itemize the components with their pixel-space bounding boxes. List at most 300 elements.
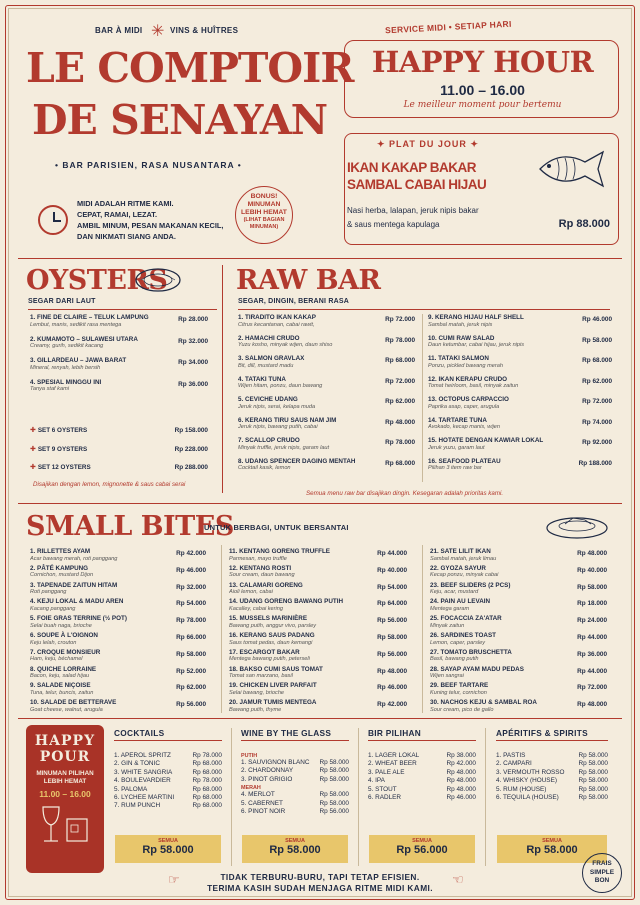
menu-item	[238, 396, 415, 411]
drink-item	[114, 769, 222, 777]
restaurant-title-line2: DE SENAYAN	[32, 96, 328, 144]
divider	[422, 314, 423, 482]
footer-line1: TIDAK TERBURU-BURU, TAPI TETAP EFISIEN.	[220, 872, 420, 882]
drink-name: 1. PASTIS	[496, 752, 526, 759]
drink-price: Rp 68.000	[192, 802, 222, 810]
menu-item-desc: Sambal matah, jeruk limau	[430, 555, 497, 562]
divider	[221, 545, 222, 713]
menu-item	[238, 314, 415, 329]
menu-item-price: Rp 44.000	[577, 667, 607, 675]
menu-item-desc: Kecap ponzu, minyak cabai	[430, 572, 499, 579]
fish-icon	[535, 144, 610, 194]
drink-item	[114, 777, 222, 785]
menu-item-name: 11. TATAKI SALMON	[428, 355, 489, 362]
plat-label: ✦ PLAT DU JOUR ✦	[377, 139, 479, 149]
menu-item	[30, 632, 206, 647]
menu-item-desc: Cocktail kasik, lemon	[238, 465, 291, 471]
drink-price: Rp 46.000	[446, 793, 476, 801]
drink-price: Rp 78.000	[192, 777, 222, 785]
menu-item-desc: Basil, bawang putih	[430, 656, 479, 663]
menu-item-name: 15. HOTATE DENGAN KAWIAR LOKAL	[428, 437, 544, 444]
menu-item	[430, 699, 607, 714]
menu-item-desc: Bit, dill, mustard madu	[238, 362, 294, 369]
oyster-set	[30, 446, 208, 454]
menu-item	[428, 458, 612, 473]
menu-item-desc: Keju, acar, mustard	[430, 589, 479, 596]
oyster-set-price: Rp 158.000	[174, 427, 208, 434]
menu-item-desc: Bacon, keju, salad hijau	[30, 673, 90, 680]
sun-icon: ✳	[151, 23, 165, 40]
menu-item	[30, 548, 206, 563]
stamp-line: BON	[594, 877, 610, 884]
menu-item	[229, 682, 407, 697]
menu-item-name: 21. SATE LILIT IKAN	[430, 548, 491, 555]
menu-item	[30, 649, 206, 664]
oysters-note: Disajikan dengan lemon, mignonette & saus cabai serai	[33, 481, 186, 488]
menu-item	[229, 649, 407, 664]
menu-item-price: Rp 68.000	[385, 357, 415, 364]
drink-price: Rp 58.000	[578, 768, 608, 776]
menu-item	[430, 649, 607, 664]
plat-du-jour-box	[344, 133, 619, 245]
footer-line2: TERIMA KASIH SUDAH MENJAGA RITME MIDI KAMI.	[207, 883, 433, 893]
menu-item-desc: Acar bawang merah, roti panggang	[30, 555, 118, 562]
menu-item	[30, 314, 208, 329]
intro-text	[77, 198, 223, 242]
menu-item-name: 4. KEJU LOKAL & MADU AREN	[30, 598, 124, 606]
menu-item-desc: Aioli lemon, cabai	[229, 589, 273, 596]
drink-item	[496, 777, 608, 785]
drink-name: 7. RUM PUNCH	[114, 802, 161, 810]
menu-item-name: 16. KERANG SAUS PADANG	[229, 632, 315, 639]
plat-name-line1: IKAN KAKAP BAKAR	[347, 160, 477, 175]
drink-item	[368, 794, 476, 802]
bonus-badge	[235, 186, 293, 244]
menu-item-name: 9. SALADE NIÇOISE	[30, 682, 91, 690]
drink-price: Rp 58.000	[578, 785, 608, 793]
menu-item-name: 1. RILLETTES AYAM	[30, 548, 91, 555]
drink-name: 3. PINOT GRIGIO	[241, 775, 293, 783]
menu-item	[238, 437, 415, 452]
header-top-left: BAR À MIDI	[95, 26, 143, 35]
menu-item	[430, 565, 607, 580]
drink-price: Rp 68.000	[192, 760, 222, 768]
menu-item-desc: Bawang putih, anggur vivo, parsley	[229, 622, 317, 629]
menu-item-price: Rp 56.000	[176, 701, 206, 709]
flat-price-label: SEMUA	[285, 838, 305, 844]
menu-item-desc: Cornichon, mustard Dijon	[30, 572, 94, 579]
menu-item-desc: Tuna, telur, buncis, zaitun	[30, 689, 94, 696]
raw-bar-note: Semua menu raw bar disajikan dingin. Kesegaran adalah prioritas kami.	[306, 490, 504, 497]
drink-flat-price	[242, 835, 348, 863]
intro-line: MIDI ADALAH RITME KAMI.	[77, 199, 174, 208]
menu-item-price: Rp 54.000	[377, 583, 407, 591]
drink-item	[368, 777, 476, 785]
drink-name: 4. WHISKY (HOUSE)	[496, 777, 557, 785]
drink-name: 2. CHARDONNAY	[241, 767, 294, 775]
menu-item-desc: Minyak truffle, jeruk nipis, garam laut	[238, 444, 330, 451]
stamp-line: SIMPLE	[589, 868, 615, 876]
badge-line: MINUMAN)	[249, 223, 279, 230]
menu-item	[238, 458, 415, 473]
menu-item-name: 20. JAMUR TUMIS MENTEGA	[229, 699, 317, 707]
menu-item	[238, 417, 415, 432]
drink-price: Rp 78.000	[192, 752, 222, 759]
menu-item	[30, 615, 206, 630]
menu-item-price: Rp 24.000	[577, 617, 607, 625]
menu-item	[30, 666, 206, 681]
drink-item	[114, 794, 222, 802]
drink-price: Rp 58.000	[578, 752, 608, 759]
menu-item-name: 14. TARTARE TUNA	[428, 416, 487, 424]
menu-item-price: Rp 92.000	[582, 439, 612, 446]
menu-item-name: 18. BAKSO CUMI SAUS TOMAT	[229, 665, 323, 673]
plus-icon: ✚	[30, 445, 38, 453]
menu-item-name: 1. TIRADITO IKAN KAKAP	[238, 314, 316, 321]
drink-name: 6. LYCHEE MARTINI	[114, 793, 175, 801]
drink-item	[241, 776, 349, 784]
divider	[28, 309, 217, 310]
drink-name: 4. IPA	[368, 777, 385, 785]
menu-item	[430, 598, 607, 613]
drink-name: 6. RADLER	[368, 793, 402, 801]
intro-line: DAN NIKMATI SIANG ANDA.	[77, 232, 176, 241]
happy-hour-time: 11.00 – 16.00	[440, 82, 525, 98]
menu-item-name: 4. SPESIAL MINGGU INI	[30, 378, 102, 386]
menu-item-name: 7. SCALLOP CRUDO	[238, 437, 300, 444]
raw-bar-subtitle: SEGAR, DINGIN, BERANI RASA	[238, 298, 349, 305]
menu-item-price: Rp 40.000	[377, 566, 407, 574]
menu-item-name: 4. TATAKI TUNA	[238, 375, 286, 383]
restaurant-title-line1: LE COMPTOIR	[26, 44, 354, 92]
menu-item	[229, 582, 407, 597]
menu-item	[430, 682, 607, 697]
menu-item	[229, 666, 407, 681]
header-top-right: VINS & HUÎTRES	[170, 26, 239, 35]
drink-price: Rp 58.000	[319, 767, 349, 775]
glasses-icon	[33, 803, 97, 849]
plus-icon: ✚	[30, 464, 38, 471]
menu-item	[430, 632, 607, 647]
menu-item-price: Rp 72.000	[577, 684, 607, 692]
menu-item-name: 16. SEAFOOD PLATEAU	[428, 457, 501, 465]
flat-price-value: Rp 58.000	[526, 844, 578, 856]
drink-price: Rp 58.000	[319, 799, 349, 807]
menu-item-desc: Parmesan, mayo truffle	[229, 555, 287, 562]
menu-item-desc: Ponzu, pickled bawang merah	[428, 362, 503, 369]
menu-item-price: Rp 188.000	[578, 459, 612, 467]
menu-item-desc: Mineral, renyah, lebih bersih	[30, 364, 101, 371]
drink-item	[496, 794, 608, 802]
drink-price: Rp 58.000	[578, 760, 608, 768]
menu-item-price: Rp 72.000	[582, 398, 612, 405]
drink-price: Rp 48.000	[446, 777, 476, 785]
menu-item	[229, 632, 407, 647]
drink-price: Rp 58.000	[578, 777, 608, 785]
drink-item	[496, 769, 608, 777]
drink-name: 5. CABERNET	[241, 799, 283, 807]
stamp-line: FRAIS	[592, 860, 612, 867]
menu-item-desc: Minyak zaitun	[430, 622, 465, 629]
menu-item-name: 25. FOCACCIA ZA'ATAR	[430, 615, 502, 623]
menu-item-desc: Yuzu kosho, minyak wijen, daun shiso	[238, 342, 333, 348]
menu-item-price: Rp 42.000	[176, 550, 206, 557]
menu-item	[428, 417, 612, 432]
menu-item-price: Rp 64.000	[377, 600, 407, 608]
menu-item-price: Rp 78.000	[176, 617, 206, 625]
menu-item	[30, 336, 208, 351]
menu-item-name: 12. IKAN KERAPU CRUDO	[428, 375, 508, 383]
oyster-set-price: Rp 228.000	[174, 445, 208, 453]
tagline-text: BAR PARISIEN, RASA NUSANTARA	[62, 160, 235, 170]
menu-item	[30, 598, 206, 613]
menu-item-name: 6. SOUPE À L'OIGNON	[30, 632, 98, 639]
menu-item-name: 8. QUICHE LORRAINE	[30, 665, 97, 673]
flat-price-value: Rp 58.000	[142, 844, 194, 856]
menu-item-price: Rp 44.000	[577, 634, 607, 641]
menu-item	[238, 376, 415, 391]
happy-pour-title2: POUR	[39, 749, 91, 765]
menu-item-name: 5. CEVICHE UDANG	[238, 396, 298, 403]
menu-item	[430, 615, 607, 630]
drink-category-header: BIR PILIHAN	[368, 728, 476, 741]
menu-item-desc: Tomat heirloom, basil, minyak zaitun	[428, 383, 519, 389]
menu-item-desc: Jeruk yuzu, garam laut	[428, 444, 485, 451]
menu-item	[238, 335, 415, 350]
menu-item-desc: Sour cream, pico de gallo	[430, 706, 494, 713]
menu-item	[229, 598, 407, 613]
menu-item-desc: Keju lelah, crouton	[30, 639, 77, 646]
drink-list	[241, 752, 349, 816]
intro-line: CEPAT, RAMAI, LEZAT.	[77, 210, 158, 219]
menu-item-price: Rp 42.000	[377, 701, 407, 709]
menu-item-desc: Wijen sangrai	[430, 673, 464, 680]
plat-price: Rp 88.000	[558, 218, 610, 230]
menu-item	[30, 682, 206, 697]
menu-item-desc: Tanya staf kami	[30, 386, 69, 392]
menu-item-price: Rp 72.000	[385, 377, 415, 385]
menu-item-price: Rp 74.000	[582, 418, 612, 426]
drink-price: Rp 56.000	[319, 807, 349, 815]
happy-hour-title: HAPPY HOUR	[371, 45, 594, 79]
drink-name: 4. BOULEVARDIER	[114, 777, 171, 785]
oyster-set-price: Rp 288.000	[174, 464, 208, 471]
menu-item-name: 5. FOIE GRAS TERRINE (½ POT)	[30, 615, 127, 623]
drink-item	[496, 786, 608, 794]
oysters-subtitle: SEGAR DARI LAUT	[28, 298, 96, 305]
menu-item-price: Rp 62.000	[385, 398, 415, 405]
menu-item-name: 1. FINE DE CLAIRE – TELUK LAMPUNG	[30, 314, 149, 321]
menu-item-price: Rp 36.000	[577, 650, 607, 658]
drink-price: Rp 68.000	[192, 793, 222, 801]
drink-item	[368, 786, 476, 794]
menu-item-desc: Kacalley, cabai kering	[229, 605, 283, 612]
drink-name: 3. VERMOUTH ROSSO	[496, 768, 565, 776]
drink-price: Rp 68.000	[192, 768, 222, 776]
flat-price-label: SEMUA	[412, 838, 432, 844]
divider	[485, 728, 486, 866]
menu-item-name: 13. OCTOPUS CARPACCIO	[428, 396, 509, 403]
menu-item-desc: Selai bawang, brioche	[229, 689, 285, 696]
drink-item	[114, 802, 222, 810]
menu-item-price: Rp 32.000	[176, 583, 206, 591]
drink-name: 1. SAUVIGNON BLANC	[241, 759, 310, 766]
menu-item-name: 9. KERANG HIJAU HALF SHELL	[428, 314, 524, 321]
footer-text	[190, 872, 450, 894]
drink-price: Rp 38.000	[446, 752, 476, 759]
menu-item-price: Rp 56.000	[377, 650, 407, 658]
badge-line: BONUS!	[250, 193, 278, 200]
menu-item-desc: Lemon, caper, parsley	[430, 639, 486, 646]
menu-item-price: Rp 68.000	[385, 459, 415, 467]
menu-item-name: 29. BEEF TARTARE	[430, 682, 489, 690]
drink-item	[114, 752, 222, 760]
drink-flat-price	[115, 835, 221, 863]
menu-item-desc: Jeruk nipis, serai, kelapa muda	[238, 403, 316, 410]
drink-list	[114, 752, 222, 811]
menu-item-price: Rp 52.000	[176, 667, 206, 675]
menu-item-name: 12. KENTANG ROSTI	[229, 564, 292, 572]
menu-item-name: 10. SALADE DE BETTERAVE	[30, 699, 117, 707]
plate-icon	[545, 510, 610, 540]
menu-item-desc: Avokado, kecap manis, wijen	[428, 424, 501, 430]
menu-item-name: 3. SALMON GRAVLAX	[238, 355, 305, 362]
drink-name: 5. RUM (HOUSE)	[496, 785, 547, 793]
tagline: • BAR PARISIEN, RASA NUSANTARA •	[55, 160, 242, 170]
badge-line: MINUMAN	[247, 201, 281, 208]
drink-item	[241, 759, 349, 767]
drink-subcategory: PUTIH	[241, 753, 258, 759]
badge-line: LEBIH HEMAT	[241, 209, 287, 216]
divider	[18, 258, 622, 259]
drink-item	[241, 800, 349, 808]
drink-price: Rp 48.000	[446, 785, 476, 793]
menu-item-price: Rp 48.000	[377, 667, 407, 675]
drink-name: 6. PINOT NOIR	[241, 807, 286, 815]
menu-item-desc: Ham, keju, béchamel	[30, 656, 83, 663]
menu-item-price: Rp 78.000	[385, 336, 415, 344]
menu-item-desc: Selai buah naga, brioche	[30, 622, 92, 629]
plat-desc-line2: & saus mentega kapulaga	[347, 220, 440, 229]
divider	[238, 309, 610, 310]
oyster-set-name: SET 12 OYSTERS	[37, 464, 91, 471]
menu-item-name: 19. CHICKEN LIVER PARFAIT	[229, 682, 317, 690]
menu-item-price: Rp 48.000	[577, 550, 607, 557]
menu-item-price: Rp 58.000	[582, 336, 612, 344]
drink-flat-price	[369, 835, 475, 863]
drink-name: 1. LAGER LOKAL	[368, 752, 420, 759]
menu-item-name: 2. HAMACHI CRUDO	[238, 334, 300, 342]
plat-name-line2: SAMBAL CABAI HIJAU	[347, 177, 487, 192]
menu-item-desc: Kacang panggang	[30, 605, 76, 612]
menu-item-name: 14. UDANG GORENG BAWANG PUTIH	[229, 598, 344, 606]
menu-item-desc: Roti panggang	[30, 589, 67, 596]
menu-item-name: 3. TAPENADE ZAITUN HITAM	[30, 581, 118, 589]
happy-hour-box	[344, 40, 619, 118]
divider	[422, 545, 423, 713]
divider	[18, 503, 622, 504]
menu-item-desc: Jeruk nipis, bawang putih, cabai	[238, 424, 318, 430]
drink-price: Rp 58.000	[319, 791, 349, 799]
divider	[222, 265, 223, 493]
clock-icon	[38, 205, 68, 235]
menu-item	[430, 548, 607, 563]
drink-name: 3. WHITE SANGRIA	[114, 768, 173, 776]
drink-category-header: WINE BY THE GLASS	[241, 728, 349, 741]
happy-pour-text-line: MINUMAN PILIHAN	[36, 770, 94, 777]
menu-item-name: 3. GILLARDEAU – JAWA BARAT	[30, 357, 127, 364]
drink-price: Rp 68.000	[192, 785, 222, 793]
menu-item-name: 6. KERANG TIRU SAUS NAM JIM	[238, 416, 337, 424]
menu-item-desc: Saus tomat pedas, daun kemangi	[229, 639, 313, 646]
drink-item	[368, 752, 476, 760]
happy-hour-tagline: Le meilleur moment pour bertemu	[403, 100, 562, 110]
menu-item-name: 13. CALAMARI GORENG	[229, 581, 303, 589]
menu-item-desc: Citrus kecantanan, cabai rawit,	[238, 321, 315, 328]
drink-category-header: COCKTAILS	[114, 728, 222, 741]
menu-item-price: Rp 34.000	[178, 359, 208, 366]
menu-item-price: Rp 46.000	[377, 684, 407, 692]
divider	[18, 718, 622, 719]
menu-item-desc: Paprika asap, caper, arugula	[428, 403, 500, 410]
menu-item-price: Rp 40.000	[577, 566, 607, 574]
menu-item	[428, 314, 612, 329]
menu-item-desc: Wijen hitam, ponzu, daun bawang	[238, 383, 323, 389]
menu-item-price: Rp 62.000	[176, 684, 206, 692]
menu-item-desc: Lembut, manis, sedikit rasa mentega	[30, 321, 122, 328]
divider	[231, 728, 232, 866]
menu-item-name: 2. KUMAMOTO – SULAWESI UTARA	[30, 335, 138, 343]
menu-item-price: Rp 72.000	[385, 316, 415, 323]
menu-item	[428, 437, 612, 452]
menu-item-price: Rp 62.000	[582, 377, 612, 385]
drink-item	[241, 767, 349, 775]
drink-price: Rp 42.000	[446, 760, 476, 768]
menu-item-name: 30. NACHOS KEJU & SAMBAL ROA	[430, 699, 537, 707]
plat-label-text: PLAT DU JOUR	[389, 139, 467, 149]
drink-price: Rp 58.000	[578, 793, 608, 801]
small-bites-title: SMALL BITES	[26, 511, 234, 542]
drink-item	[368, 769, 476, 777]
menu-item-price: Rp 58.000	[377, 634, 407, 641]
menu-item-price: Rp 66.000	[176, 634, 206, 641]
menu-item	[428, 335, 612, 350]
badge-line: (LIHAT BAGIAN	[243, 217, 285, 223]
menu-item-name: 17. ESCARGOT BAKAR	[229, 648, 300, 656]
menu-item	[30, 582, 206, 597]
menu-item	[30, 565, 206, 580]
menu-item-price: Rp 56.000	[377, 617, 407, 625]
menu-item	[30, 379, 208, 394]
oyster-icon	[133, 266, 183, 294]
menu-item-desc: Mentega garam	[430, 605, 470, 612]
menu-item-name: 22. GYOZA SAYUR	[430, 564, 486, 572]
drink-item	[114, 760, 222, 768]
menu-item-desc: Sambal matah, jeruk nipis	[428, 321, 493, 328]
flat-price-label: SEMUA	[542, 838, 562, 844]
drink-price: Rp 58.000	[319, 775, 349, 783]
menu-item-name: 8. UDANG SPENCER DAGING MENTAH	[238, 457, 356, 465]
menu-item	[30, 357, 208, 372]
menu-item-price: Rp 48.000	[577, 701, 607, 709]
happy-pour-time: 11.00 – 16.00	[39, 789, 91, 799]
menu-item-name: 15. MUSSELS MARINIÈRE	[229, 615, 308, 623]
plus-icon: ✚	[30, 427, 38, 434]
oyster-set	[30, 427, 208, 435]
intro-line: AMBIL MINUM, PESAN MAKANAN KECIL,	[77, 221, 224, 230]
menu-item-price: Rp 46.000	[582, 316, 612, 323]
stamp	[582, 853, 622, 893]
